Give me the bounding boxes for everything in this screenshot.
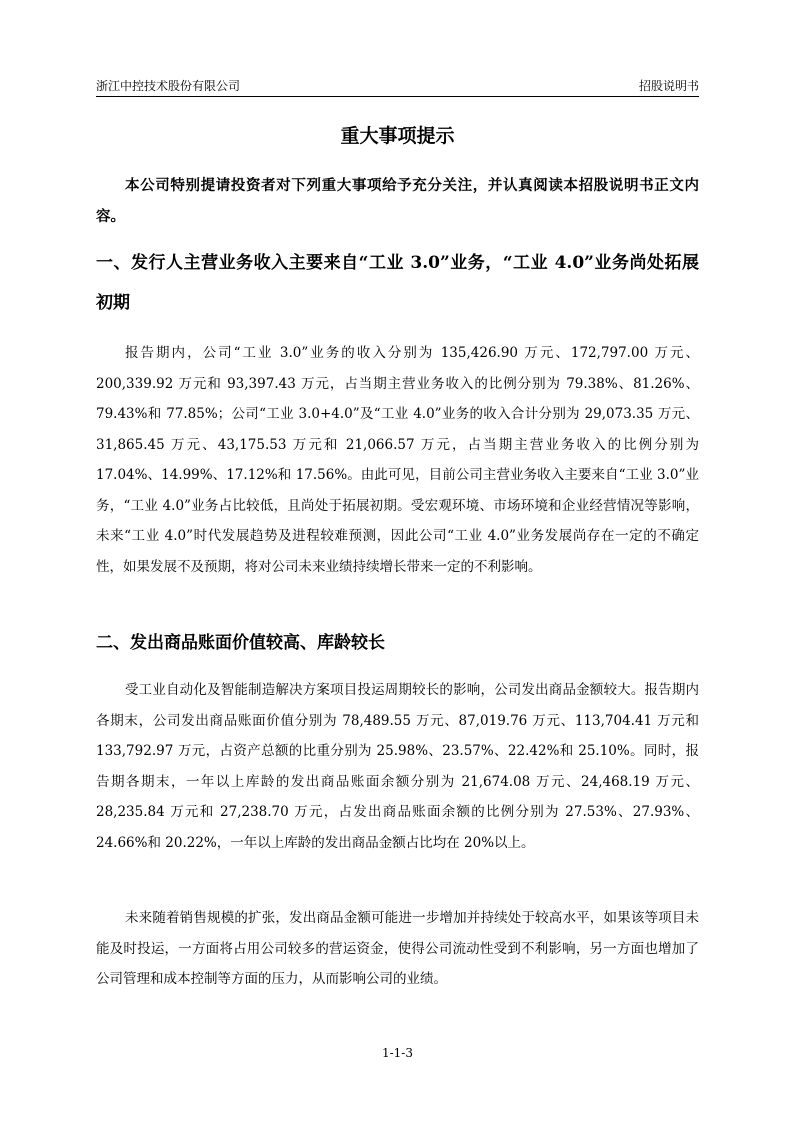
notice-paragraph: 本公司特别提请投资者对下列重大事项给予充分关注，并认真阅读本招股说明书正文内容。: [96, 177, 699, 225]
section-2-paragraph-1: 受工业自动化及智能制造解决方案项目投运周期较长的影响，公司发出商品金额较大。报告期内各期末，公司发出商品账面价值分别为 78,489.55 万元、87,019.76 万元、113,704.41 万元和 133,792.97 万元，占资产总额的比重分别为 25.98%、23.57%、22.42%和 25.10%。同时，报告期各期末，一年以上库龄的发出商品账面余额分别为 21,674.08 万元、24,468.19 万元、28,235.84 万元和 27,238.70 万元，占发出商品账面余额的比例分别为 27.53%、27.93%、24.66%和 20.22%，一年以上库龄的发出商品金额占比均在 20%以上。: [96, 682, 699, 851]
page-title: 重大事项提示: [340, 125, 455, 147]
page-number: 1-1-3: [381, 1046, 413, 1060]
section-2-paragraph-2: 未来随着销售规模的扩张，发出商品金额可能进一步增加并持续处于较高水平，如果该等项目未能及时投运，一方面将占用公司较多的营运资金，使得公司流动性受到不利影响，另一方面也增加了公司管理和成本控制等方面的压力，从而影响公司的业绩。: [96, 910, 699, 987]
section-1-paragraph-1: 报告期内，公司“工业 3.0”业务的收入分别为 135,426.90 万元、172,797.00 万元、200,339.92 万元和 93,397.43 万元，占当期主营业务收入的比例分别为 79.38%、81.26%、79.43%和 77.85%；公司“工业 3.0+4.0”及“工业 4.0”业务的收入合计分别为 29,073.35 万元、31,865.45 万元、43,175.53 万元和 21,066.57 万元，占当期主营业务收入的比例分别为 17.04%、14.99%、17.12%和 17.56%。由此可见，目前公司主营业务收入主要来自“工业 3.0”业务，“工业 4.0”业务占比较低，且尚处于拓展初期。受宏观环境、市场环境和企业经营情况等影响，未来“工业 4.0”时代发展趋势及进程较难预测，因此公司“工业 4.0”业务发展尚存在一定的不确定性，如果发展不及预期，将对公司未来业绩持续增长带来一定的不利影响。: [96, 345, 699, 575]
header-document-type: 招股说明书: [638, 79, 699, 93]
page-header: [96, 76, 699, 97]
header-company-name: 浙江中控技术股份有限公司: [96, 79, 241, 93]
section-heading-2: 二、发出商品账面价值较高、库龄较长: [96, 633, 385, 653]
section-heading-1: 一、发行人主营业务收入主要来自“工业 3.0”业务，“工业 4.0”业务尚处拓展初期: [96, 253, 699, 313]
